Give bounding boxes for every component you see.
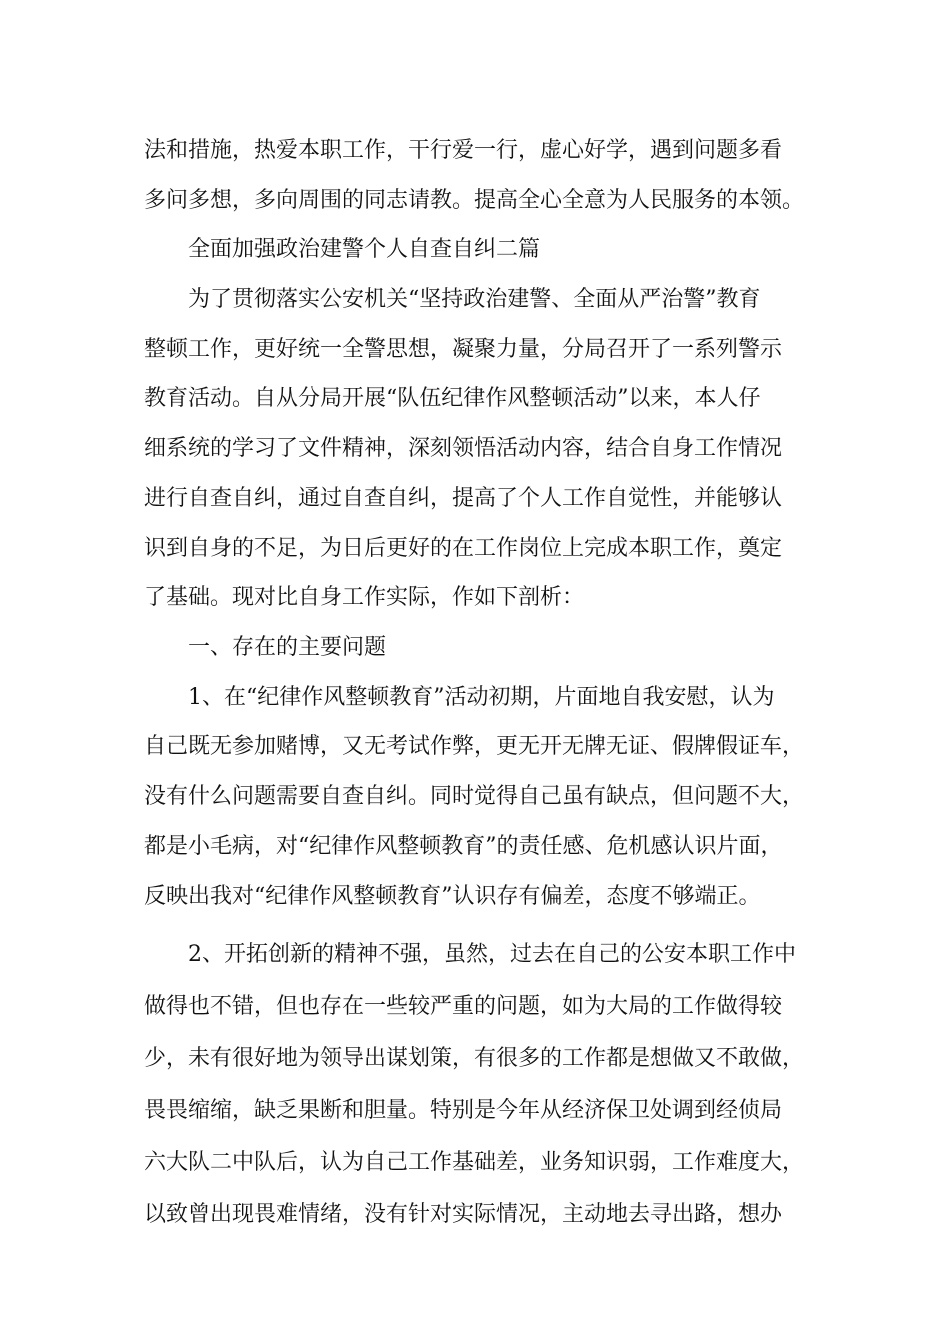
text-line: 没有什么问题需要自查自纠。同时觉得自己虽有缺点，但问题不大， (144, 784, 805, 809)
text-line: 为了贯彻落实公安机关“坚持政治建警、全面从严治警”教育 (188, 287, 761, 312)
text-line: 了基础。现对比自身工作实际，作如下剖析： (144, 585, 585, 610)
text-line: 细系统的学习了文件精神，深刻领悟活动内容，结合自身工作情况 (144, 436, 783, 461)
text-line: 少，未有很好地为领导出谋划策，有很多的工作都是想做又不敢做， (144, 1046, 805, 1071)
text-line: 多问多想，多向周围的同志请教。提高全心全意为人民服务的本领。 (144, 188, 805, 213)
text-line: 以致曾出现畏难情绪，没有针对实际情况，主动地去寻出路，想办 (144, 1202, 783, 1227)
text-line: 识到自身的不足，为日后更好的在工作岗位上完成本职工作，奠定 (144, 536, 783, 561)
text-line: 畏畏缩缩，缺乏果断和胆量。特别是今年从经济保卫处调到经侦局 (144, 1098, 783, 1123)
text-line: 六大队二中队后，认为自己工作基础差，业务知识弱，工作难度大， (144, 1150, 805, 1175)
text-line: 法和措施，热爱本职工作，干行爱一行，虚心好学，遇到问题多看 (144, 138, 783, 163)
section-heading: 全面加强政治建警个人自查自纠二篇 (188, 237, 541, 262)
text-line: 都是小毛病，对“纪律作风整顿教育”的责任感、危机感认识片面， (144, 834, 783, 859)
text-line: 自己既无参加赌博，又无考试作弊，更无开无牌无证、假牌假证车， (144, 734, 805, 759)
text-line: 整顿工作，更好统一全警思想，凝聚力量，分局召开了一系列警示 (144, 337, 783, 362)
text-line: 1、在“纪律作风整顿教育”活动初期，片面地自我安慰，认为 (188, 685, 775, 710)
section-heading: 一、存在的主要问题 (188, 635, 387, 660)
text-line: 做得也不错，但也存在一些较严重的问题，如为大局的工作做得较 (144, 994, 783, 1019)
text-line: 反映出我对“纪律作风整顿教育”认识存有偏差，态度不够端正。 (144, 884, 761, 909)
text-line: 2、开拓创新的精神不强，虽然，过去在自己的公安本职工作中 (188, 942, 796, 967)
text-line: 教育活动。自从分局开展“队伍纪律作风整顿活动”以来，本人仔 (144, 386, 761, 411)
text-line: 进行自查自纠，通过自查自纠，提高了个人工作自觉性，并能够认 (144, 486, 783, 511)
